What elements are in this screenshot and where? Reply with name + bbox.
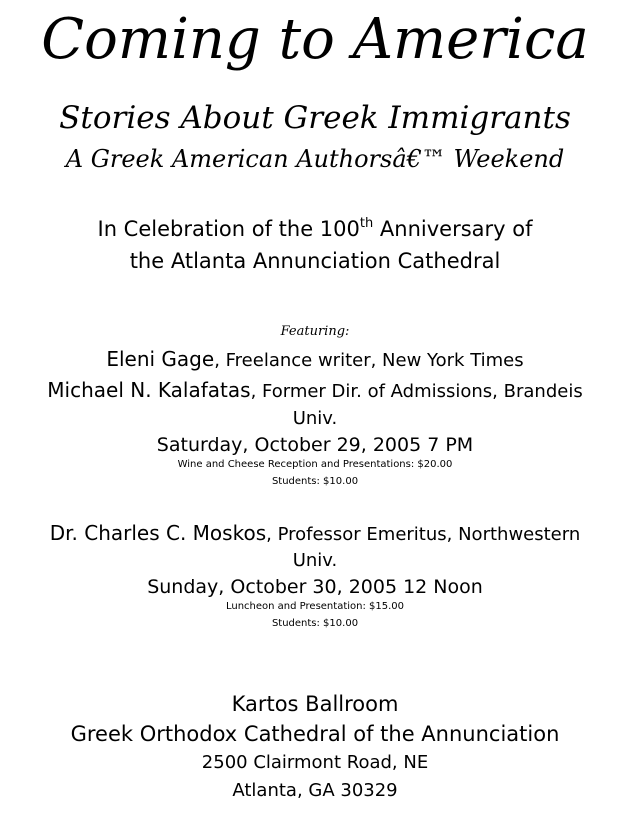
speaker-role: , Freelance writer, New York Times — [214, 350, 524, 371]
sunday-date: Sunday, October 30, 2005 12 Noon — [147, 576, 483, 598]
speaker-name: Dr. Charles C. Moskos — [49, 521, 267, 545]
saturday-price: Wine and Cheese Reception and Presentations: $20.00 — [177, 459, 453, 470]
event-title: Coming to America — [41, 7, 589, 72]
featuring-label: Featuring: — [280, 324, 350, 339]
speaker-role: , Former Dir. of Admissions, Brandeis — [250, 381, 583, 402]
venue-church: Greek Orthodox Cathedral of the Annunciation — [70, 722, 560, 746]
speaker-michael-kalafatas — [0, 377, 630, 405]
speaker-name: Eleni Gage — [106, 347, 215, 371]
venue-room: Kartos Ballroom — [231, 692, 399, 716]
celebration-text-post: Anniversary of — [373, 217, 533, 241]
sunday-price: Luncheon and Presentation: $15.00 — [225, 601, 405, 612]
speaker-charles-moskos — [0, 520, 630, 548]
celebration-text-pre: In Celebration of the 100 — [97, 217, 360, 241]
speaker-name: Michael N. Kalafatas — [47, 378, 251, 402]
venue-street: 2500 Clairmont Road, NE — [201, 752, 429, 773]
speaker-role-continued: Univ. — [292, 408, 338, 429]
event-subtitle: Stories About Greek Immigrants — [59, 100, 571, 136]
venue-city: Atlanta, GA 30329 — [232, 780, 398, 801]
speaker-eleni-gage — [0, 346, 630, 374]
speaker-role: , Professor Emeritus, Northwestern — [266, 524, 581, 545]
celebration-line-1 — [0, 214, 630, 244]
saturday-date: Saturday, October 29, 2005 7 PM — [156, 434, 474, 456]
speaker-role-continued: Univ. — [292, 550, 338, 571]
sunday-student-price: Students: $10.00 — [271, 618, 359, 629]
event-tagline: A Greek American Authorsâ€™ Weekend — [65, 145, 565, 173]
ordinal-suffix: th — [359, 216, 374, 231]
saturday-student-price: Students: $10.00 — [271, 476, 359, 487]
celebration-line-2: the Atlanta Annunciation Cathedral — [129, 249, 501, 273]
